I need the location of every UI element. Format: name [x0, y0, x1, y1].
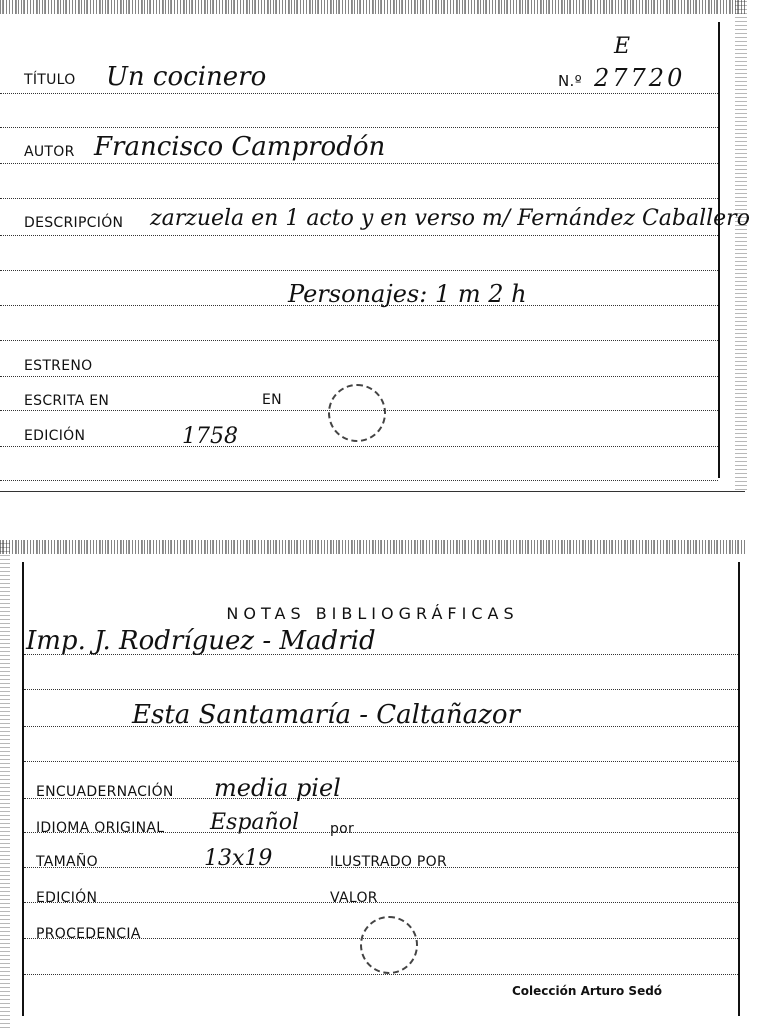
procedencia-label: PROCEDENCIA — [36, 926, 141, 942]
edicion-value: 1758 — [182, 424, 238, 449]
titulo-value: Un cocinero — [106, 62, 267, 92]
por-label: por — [330, 821, 355, 837]
torn-edge — [0, 0, 745, 14]
notes-line-2: Esta Santamaría - Caltañazor — [132, 700, 520, 730]
numero-value: 27720 — [594, 64, 686, 92]
autor-value: Francisco Camprodón — [94, 132, 386, 162]
rule-line — [0, 198, 718, 199]
right-margin-rule — [738, 562, 740, 1016]
ilustrado-label: ILUSTRADO POR — [330, 854, 447, 870]
descripcion-value-line-2: Personajes: 1 m 2 h — [288, 280, 527, 308]
rule-line — [0, 93, 718, 94]
idioma-label: IDIOMA ORIGINAL — [36, 820, 165, 836]
rule-line — [24, 761, 738, 762]
rule-line — [24, 902, 738, 903]
catalog-card-front — [0, 0, 750, 490]
autor-label: AUTOR — [24, 144, 75, 160]
estreno-label: ESTRENO — [24, 358, 93, 374]
rule-line — [0, 235, 718, 236]
tamano-label: TAMAÑO — [36, 854, 98, 870]
left-margin-rule — [22, 562, 24, 1016]
torn-edge — [0, 540, 745, 554]
descripcion-label: DESCRIPCIÓN — [24, 215, 124, 231]
colophon: Colección Arturo Sedó — [512, 984, 663, 998]
encuadernacion-label: ENCUADERNACIÓN — [36, 784, 174, 800]
rule-line — [0, 127, 718, 128]
notes-line-1: Imp. J. Rodríguez - Madrid — [26, 626, 376, 656]
notas-heading: NOTAS BIBLIOGRÁFICAS — [226, 604, 519, 623]
library-stamp — [328, 384, 386, 442]
idioma-value: Español — [210, 810, 299, 835]
rule-line — [0, 163, 718, 164]
escrita-en-label: ESCRITA EN — [24, 393, 110, 409]
en-label: EN — [262, 392, 282, 408]
rule-line — [0, 340, 718, 341]
numero-label: N.º — [558, 72, 582, 90]
rule-line — [24, 974, 738, 975]
library-stamp — [360, 916, 418, 974]
edicion-label: EDICIÓN — [24, 428, 86, 444]
rule-line — [0, 270, 718, 271]
torn-edge — [735, 0, 747, 490]
tamano-value: 13x19 — [204, 846, 273, 871]
rule-line — [0, 446, 718, 447]
right-margin-rule — [718, 22, 720, 478]
edicion-back-label: EDICIÓN — [36, 890, 98, 906]
rule-line — [24, 689, 738, 690]
rule-line — [0, 376, 718, 377]
encuadernacion-value: media piel — [214, 774, 341, 802]
rule-line — [0, 480, 718, 481]
catalog-card-back — [0, 540, 745, 1028]
valor-label: VALOR — [330, 890, 378, 906]
descripcion-value: zarzuela en 1 acto y en verso m/ Fernández Caballero — [150, 206, 750, 231]
numero-mark: E — [614, 34, 631, 59]
titulo-label: TÍTULO — [24, 72, 76, 88]
card-separator — [0, 491, 745, 492]
